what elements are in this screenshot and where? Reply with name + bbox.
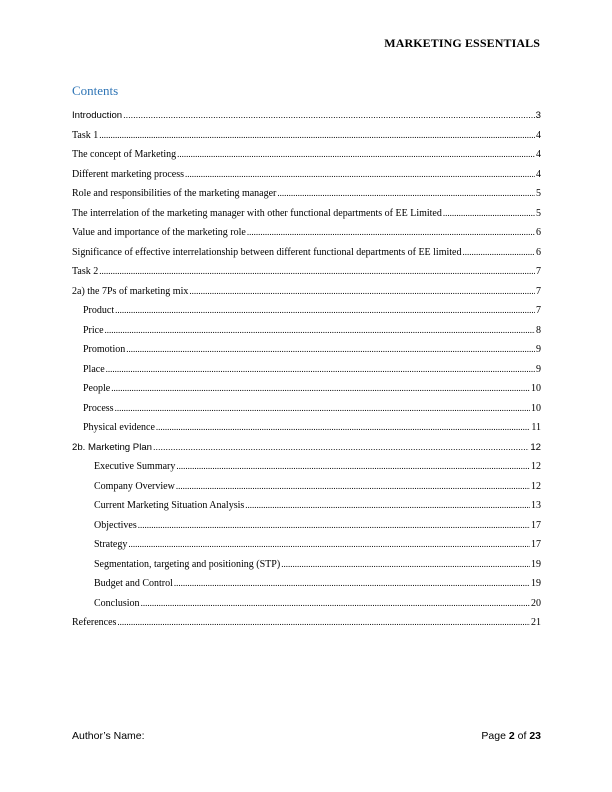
toc-entry-page: 5 [536, 207, 541, 219]
toc-dot-leader [153, 442, 529, 452]
toc-dot-leader [156, 422, 530, 432]
toc-entry-7ps[interactable] [72, 286, 541, 306]
toc-entry-physical-evidence[interactable] [72, 422, 541, 442]
toc-entry-title: Conclusion [94, 597, 140, 609]
toc-entry-title: Place [83, 363, 105, 375]
toc-entry-page: 12 [531, 480, 541, 492]
toc-entry-title: Task 1 [72, 129, 99, 141]
toc-entry-page: 7 [536, 305, 541, 316]
page-of: of [517, 730, 527, 742]
toc-entry-title: Physical evidence [83, 422, 155, 433]
toc-entry-title: 2a) the 7Ps of marketing mix [72, 285, 189, 297]
toc-dot-leader [277, 188, 535, 198]
toc-entry-budget-control[interactable] [72, 578, 541, 598]
page-number [481, 730, 541, 742]
page-footer [72, 730, 541, 742]
toc-entry-title: Different marketing process [72, 168, 184, 180]
toc-entry-title: Segmentation, targeting and positioning (STP) [94, 558, 281, 570]
toc-entry-title: Significance of effective interrelationship between different functional departments of EE limited [72, 246, 462, 258]
toc-entry-page: 12 [530, 441, 541, 453]
toc-entry-interrelation[interactable] [72, 208, 541, 228]
toc-entry-introduction[interactable] [72, 110, 541, 130]
toc-entry-title: Company Overview [94, 480, 175, 492]
toc-entry-title: Executive Summary [94, 461, 176, 472]
toc-entry-title: The concept of Marketing [72, 149, 177, 160]
toc-entry-page: 20 [531, 597, 541, 609]
toc-dot-leader [185, 169, 535, 179]
toc-entry-page: 17 [531, 519, 541, 531]
toc-dot-leader [99, 266, 535, 276]
toc-entry-page: 5 [536, 188, 541, 199]
toc-entry-title: Current Marketing Situation Analysis [94, 500, 245, 511]
toc-entry-situation-analysis[interactable] [72, 500, 541, 520]
toc-entry-title: Price [83, 324, 104, 336]
toc-entry-company-overview[interactable] [72, 481, 541, 501]
toc-entry-page: 10 [531, 402, 541, 414]
toc-entry-page: 3 [535, 110, 541, 121]
toc-entry-page: 19 [531, 578, 541, 589]
toc-entry-page: 7 [536, 266, 541, 277]
toc-dot-leader [443, 208, 535, 218]
toc-dot-leader [176, 481, 530, 491]
toc-entry-page: 7 [536, 285, 541, 297]
toc-dot-leader [463, 247, 536, 257]
toc-dot-leader [99, 130, 535, 140]
toc-entry-page: 4 [536, 168, 541, 180]
toc-entry-title: Objectives [94, 519, 137, 531]
toc-dot-leader [126, 344, 535, 354]
toc-entry-stp[interactable] [72, 559, 541, 579]
toc-entry-title: Value and importance of the marketing role [72, 227, 246, 238]
toc-entry-title: Introduction [72, 110, 123, 121]
toc-dot-leader [128, 539, 530, 549]
toc-entry-marketing-plan[interactable] [72, 442, 541, 462]
toc-dot-leader [176, 461, 530, 471]
toc-entry-task-1[interactable] [72, 130, 541, 150]
toc-dot-leader [189, 286, 535, 296]
toc-dot-leader [106, 364, 535, 374]
toc-dot-leader [247, 227, 535, 237]
toc-entry-references[interactable] [72, 617, 541, 637]
toc-dot-leader [281, 559, 530, 569]
toc-entry-price[interactable] [72, 325, 541, 345]
toc-dot-leader [245, 500, 530, 510]
toc-entry-page: 6 [536, 227, 541, 238]
toc-dot-leader [177, 149, 535, 159]
toc-entry-page: 6 [536, 246, 541, 258]
toc-entry-title: References [72, 617, 117, 628]
page-prefix: Page [481, 730, 506, 742]
toc-dot-leader [115, 305, 535, 315]
toc-entry-page: 4 [536, 129, 541, 141]
toc-entry-process[interactable] [72, 403, 541, 423]
toc-entry-page: 12 [531, 461, 541, 472]
toc-dot-leader [111, 383, 530, 393]
toc-dot-leader [141, 598, 530, 608]
toc-entry-title: Strategy [94, 539, 128, 550]
toc-entry-concept-of-marketing[interactable] [72, 149, 541, 169]
table-of-contents [72, 110, 541, 637]
toc-entry-page: 21 [531, 617, 541, 628]
toc-entry-page: 8 [536, 324, 541, 336]
toc-entry-page: 17 [531, 539, 541, 550]
toc-entry-title: Role and responsibilities of the marketing manager [72, 188, 277, 199]
toc-entry-page: 13 [531, 500, 541, 511]
toc-entry-page: 9 [536, 363, 541, 375]
toc-entry-title: Process [83, 402, 114, 414]
toc-entry-executive-summary[interactable] [72, 461, 541, 481]
toc-dot-leader [174, 578, 530, 588]
toc-entry-strategy[interactable] [72, 539, 541, 559]
toc-entry-title: The interrelation of the marketing manager with other functional departments of EE Limited [72, 207, 442, 219]
toc-entry-title: Budget and Control [94, 578, 173, 589]
toc-entry-title: Task 2 [72, 266, 99, 277]
toc-entry-objectives[interactable] [72, 520, 541, 540]
author-name-label: Author’s Name: [72, 730, 145, 742]
toc-entry-marketing-manager-role[interactable] [72, 188, 541, 208]
toc-entry-promotion[interactable] [72, 344, 541, 364]
toc-dot-leader [123, 110, 535, 120]
toc-entry-page: 11 [531, 422, 541, 433]
running-header-title: MARKETING ESSENTIALS [384, 36, 540, 50]
toc-entry-conclusion[interactable] [72, 598, 541, 618]
toc-entry-title: Promotion [83, 344, 126, 355]
toc-entry-value-importance[interactable] [72, 227, 541, 247]
toc-entry-page: 9 [536, 344, 541, 355]
contents-heading: Contents [72, 83, 119, 98]
toc-dot-leader [117, 617, 530, 627]
toc-entry-page: 19 [531, 558, 541, 570]
toc-dot-leader [115, 403, 530, 413]
page-total: 23 [529, 730, 541, 742]
toc-entry-title: Product [83, 305, 115, 316]
toc-entry-page: 10 [531, 383, 541, 394]
toc-entry-title: People [83, 383, 111, 394]
toc-dot-leader [138, 520, 530, 530]
toc-entry-marketing-process[interactable] [72, 169, 541, 189]
toc-entry-place[interactable] [72, 364, 541, 384]
page-current: 2 [508, 730, 515, 742]
toc-entry-product[interactable] [72, 305, 541, 325]
toc-entry-significance[interactable] [72, 247, 541, 267]
toc-entry-title: 2b. Marketing Plan [72, 441, 152, 453]
toc-entry-page: 4 [536, 149, 541, 160]
toc-entry-people[interactable] [72, 383, 541, 403]
toc-dot-leader [105, 325, 535, 335]
toc-entry-task-2[interactable] [72, 266, 541, 286]
